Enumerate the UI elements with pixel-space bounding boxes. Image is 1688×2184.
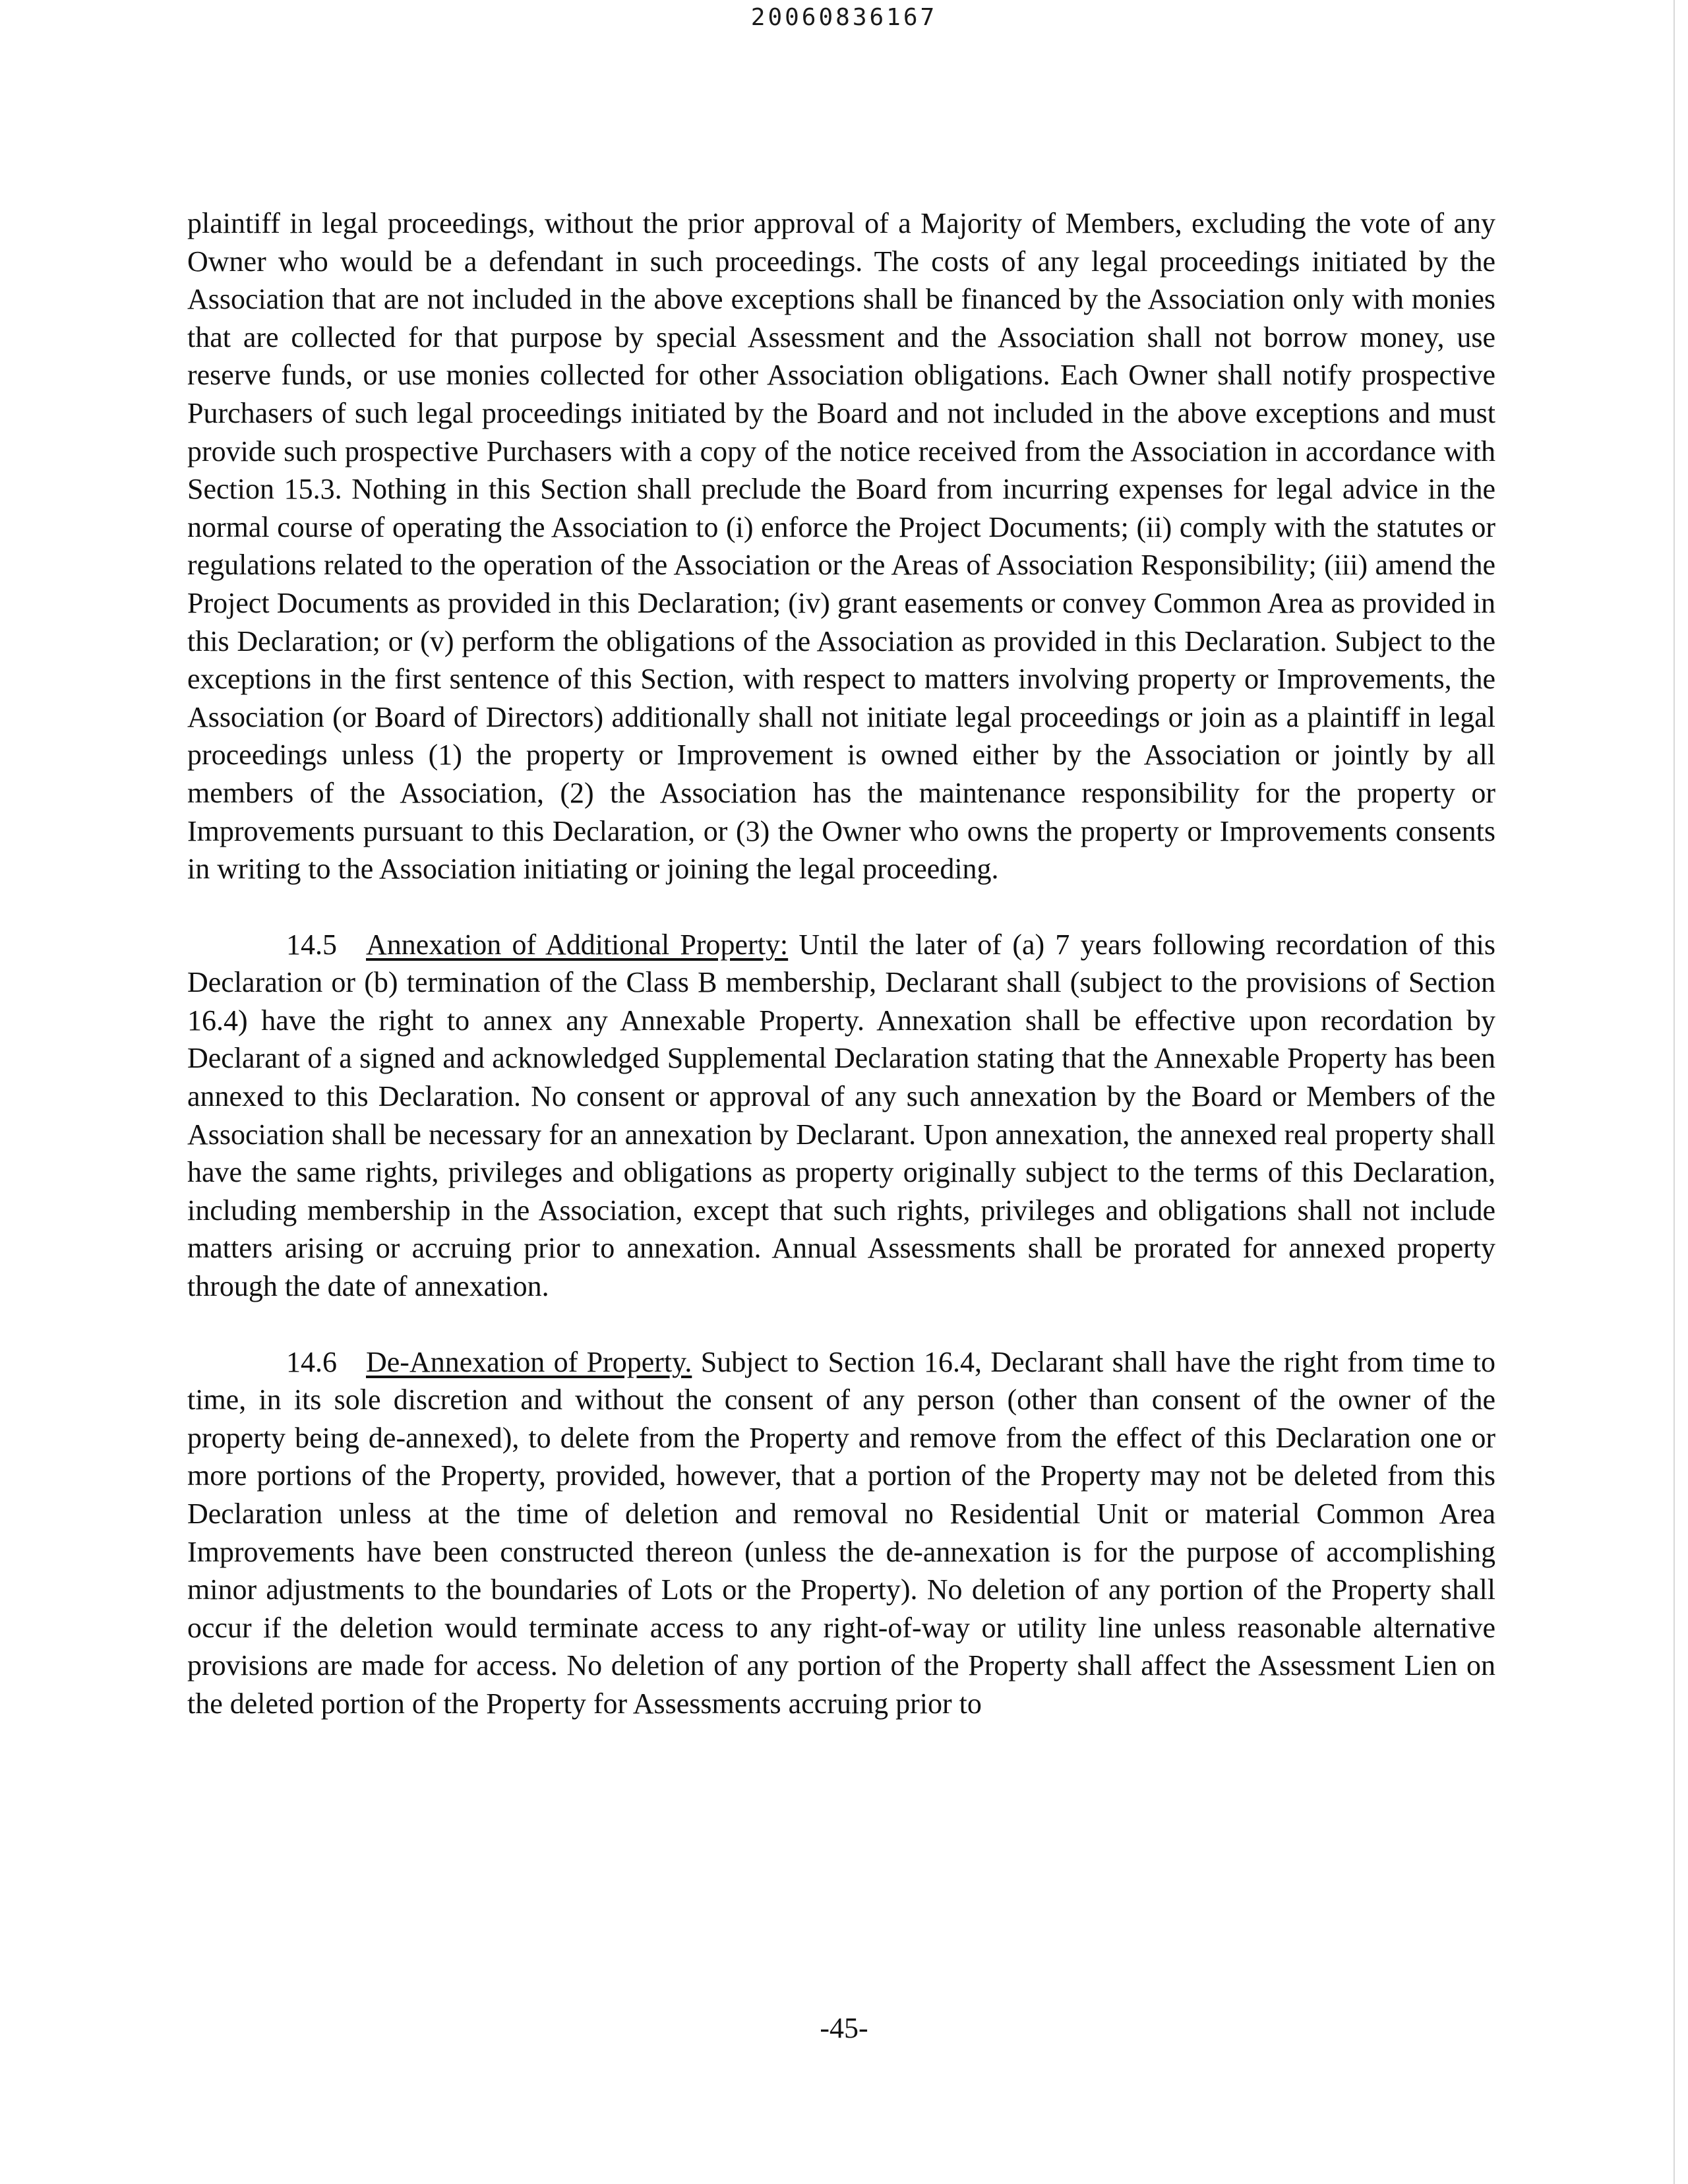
section-heading: De-Annexation of Property. — [366, 1345, 692, 1378]
section-14-6 — [187, 1343, 1495, 1723]
section-number: 14.6 — [286, 1345, 337, 1378]
section-14-5 — [187, 926, 1495, 1306]
section-text: Until the later of (a) 7 years following recordation of this Declaration or (b) termination of the Class B membership, Declarant shall (subject to the provisions of Section 16.4) have the right to annex any Annexable Property. Annexation shall be effective upon recordation by Declarant of a signed and acknowledged Supplemental Declaration stating that the Annexable Property has been annexed to this Declaration. No consent or approval of any such annexation by the Board or Members of the Association shall be necessary for an annexation by Declarant. Upon annexation, the annexed real property shall have the same rights, privileges and obligations as property originally subject to the terms of this Declaration, including membership in the Association, except that such rights, privileges and obligations shall not include matters arising or accruing prior to annexation. Annual Assessments shall be prorated for annexed property through the date of annexation. — [187, 928, 1496, 1303]
section-number: 14.5 — [286, 928, 337, 961]
paragraph-continuation: plaintiff in legal proceedings, without the prior approval of a Majority of Members, excluding the vote of any Owner who would be a defendant in such proceedings. The costs of any legal proceedings initiated by the Association that are not included in the above exceptions shall be financed by the Association only with monies that are collected for that purpose by special Assessment and the Association shall not borrow money, use reserve funds, or use monies collected for other Association obligations. Each Owner shall notify prospective Purchasers of such legal proceedings initiated by the Board and not included in the above exceptions and must provide such prospective Purchasers with a copy of the notice received from the Association in accordance with Section 15.3. Nothing in this Section shall preclude the Board from incurring expenses for legal advice in the normal course of operating the Association to (i) enforce the Project Documents; (ii) comply with the statutes or regulations related to the operation of the Association or the Areas of Association Responsibility; (iii) amend the Project Documents as provided in this Declaration; (iv) grant easements or convey Common Area as provided in this Declaration; or (v) perform the obligations of the Association as provided in this Declaration. Subject to the exceptions in the first sentence of this Section, with respect to matters involving property or Improvements, the Association (or Board of Directors) additionally shall not initiate legal proceedings or join as a plaintiff in legal proceedings unless (1) the property or Improvement is owned either by the Association or jointly by all members of the Association, (2) the Association has the maintenance responsibility for the property or Improvements pursuant to this Declaration, or (3) the Owner who owns the property or Improvements consents in writing to the Association initiating or joining the legal proceeding. — [187, 207, 1495, 886]
document-number: 20060836167 — [750, 4, 938, 31]
section-text: Subject to Section 16.4, Declarant shall have the right from time to time, in its sole discretion and without the consent of any person (other than consent of the owner of the property being de-annexed), to delete from the Property and remove from the effect of this Declaration one or more portions of the Property, provided, however, that a portion of the Property may not be deleted from this Declaration unless at the time of deletion and removal no Residential Unit or material Common Area Improvements have been constructed thereon (unless the de-annexation is for the purpose of accomplishing minor adjustments to the boundaries of Lots or the Property). No deletion of any portion of the Property shall occur if the deletion would terminate access to any right-of-way or utility line unless reasonable alternative provisions are made for access. No deletion of any portion of the Property shall affect the Assessment Lien on the deleted portion of the Property for Assessments accruing prior to — [187, 1345, 1496, 1720]
page-number: -45- — [820, 2012, 868, 2044]
page-edge-line — [1673, 0, 1675, 2184]
section-heading: Annexation of Additional Property: — [366, 928, 789, 961]
page-body — [187, 204, 1495, 1723]
